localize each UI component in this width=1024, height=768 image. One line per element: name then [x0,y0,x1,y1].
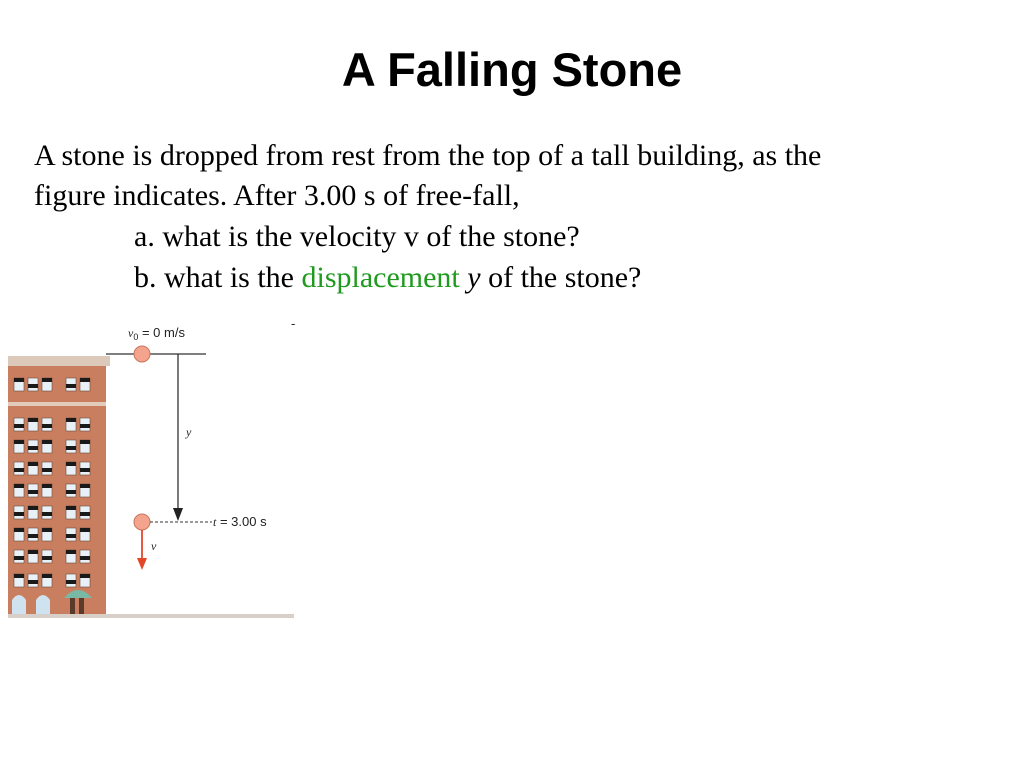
window-shade [28,418,38,422]
window-shade [80,512,90,516]
question-b-suffix: of the stone? [480,261,642,294]
displacement-variable: y [467,261,481,294]
window-shade [80,468,90,472]
window-shade [42,484,52,488]
window-shade [14,484,24,488]
building-ledge [8,402,106,406]
window-shade [42,378,52,382]
window-shade [42,468,52,472]
window-shade [80,484,90,488]
question-a: a. what is the velocity v of the stone? [134,220,580,253]
window-shade [66,534,76,538]
window-shade [14,512,24,516]
building-roof-trim [8,356,110,366]
problem-text-line-2: figure indicates. After 3.00 s of free-fall, [34,179,520,212]
window-shade [28,462,38,466]
displacement-term: displacement [301,261,460,294]
displacement-label: y [186,425,192,439]
window-shade [28,490,38,494]
window-shade [28,534,38,538]
entrance-door-left [70,598,75,614]
window-shade [14,424,24,428]
window-shade [14,378,24,382]
window-shade [80,440,90,444]
window-shade [28,384,38,388]
window-shade [80,528,90,532]
window-shade [66,384,76,388]
window-shade [14,556,24,560]
window-shade [28,580,38,584]
window-shade [66,446,76,450]
ground-line [8,614,294,618]
falling-stone-figure [8,318,298,624]
window-shade [42,528,52,532]
question-b-prefix: b. what is the [134,261,302,294]
window-shade [66,418,76,422]
initial-velocity-label: $v_0 = 0$ m/s [128,325,185,342]
window-shade [66,580,76,584]
stone-after-fall [134,514,150,530]
window-shade [14,574,24,578]
building-illustration [8,356,294,618]
stone-at-rest [134,346,150,362]
window-shade [42,440,52,444]
question-b [134,258,641,298]
window-shade [80,556,90,560]
window-shade [66,462,76,466]
window-shade [66,550,76,554]
window-shade [14,468,24,472]
window-shade [66,506,76,510]
arched-window-1 [12,595,26,614]
arched-window-2 [36,595,50,614]
window-shade [28,506,38,510]
slide-title: A Falling Stone [341,43,683,96]
window-shade [42,556,52,560]
problem-text-line-1: A stone is dropped from rest from the top of a tall building, as the [34,139,822,172]
window-shade [42,424,52,428]
window-shade [66,490,76,494]
velocity-label: v [151,539,157,553]
window-shade [42,574,52,578]
window-shade [14,528,24,532]
window-shade [42,512,52,516]
entrance-door-right [79,598,84,614]
window-shade [14,440,24,444]
displacement-arrowhead [173,508,183,521]
velocity-arrowhead [137,558,147,570]
time-label: t = 3.00 s [213,514,267,529]
window-shade [80,378,90,382]
svg-text:-: - [291,318,296,331]
window-shade [28,550,38,554]
window-shade [80,574,90,578]
window-shade [28,446,38,450]
window-shade [80,424,90,428]
